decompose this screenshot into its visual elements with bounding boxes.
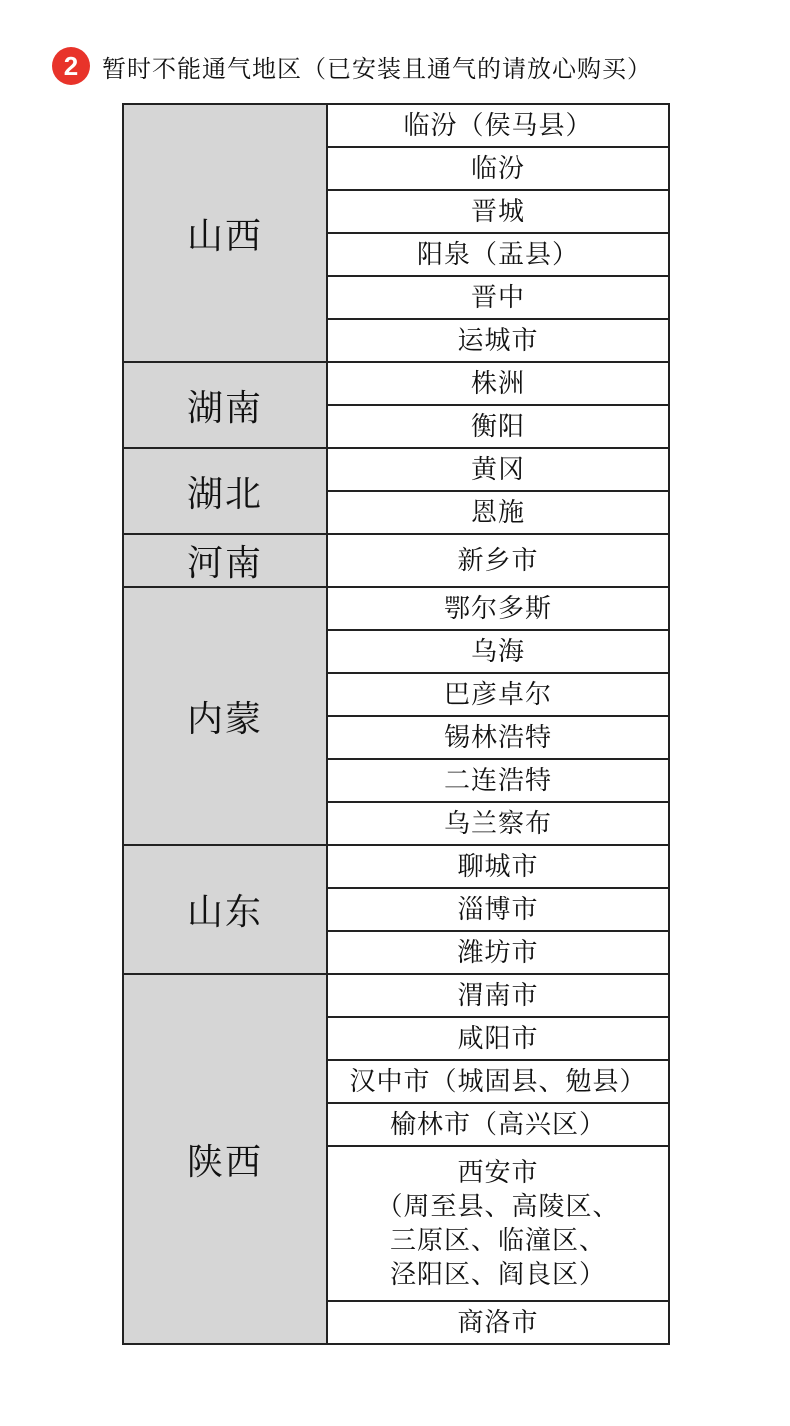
province-cell: 陕西: [123, 974, 327, 1344]
city-cell: 渭南市: [327, 974, 669, 1017]
city-cell: 二连浩特: [327, 759, 669, 802]
city-cell: 潍坊市: [327, 931, 669, 974]
city-cell: 新乡市: [327, 534, 669, 587]
province-cell: 内蒙: [123, 587, 327, 845]
province-cell: 山东: [123, 845, 327, 974]
city-cell: 榆林市（高兴区）: [327, 1103, 669, 1146]
table-row: [123, 104, 669, 147]
city-cell: 咸阳市: [327, 1017, 669, 1060]
city-cell: 淄博市: [327, 888, 669, 931]
province-cell: 河南: [123, 534, 327, 587]
city-cell: 聊城市: [327, 845, 669, 888]
city-cell: 临汾: [327, 147, 669, 190]
table-row: [123, 534, 669, 587]
city-cell: 黄冈: [327, 448, 669, 491]
section-title: 暂时不能通气地区（已安装且通气的请放心购买）: [102, 54, 652, 83]
city-cell: 乌海: [327, 630, 669, 673]
city-cell: 晋城: [327, 190, 669, 233]
table-row: [123, 845, 669, 888]
city-cell: 乌兰察布: [327, 802, 669, 845]
city-cell: 锡林浩特: [327, 716, 669, 759]
table-row: [123, 448, 669, 491]
city-cell: 运城市: [327, 319, 669, 362]
city-cell: 巴彦卓尔: [327, 673, 669, 716]
city-cell: 晋中: [327, 276, 669, 319]
section-header: [52, 46, 652, 86]
city-cell: 恩施: [327, 491, 669, 534]
province-cell: 山西: [123, 104, 327, 362]
table-row: [123, 587, 669, 630]
city-cell: 汉中市（城固县、勉县）: [327, 1060, 669, 1103]
city-cell: 株洲: [327, 362, 669, 405]
city-cell: 临汾（侯马县）: [327, 104, 669, 147]
restricted-regions-table: [122, 103, 670, 1345]
step-number-badge: 2: [52, 47, 90, 85]
table-row: [123, 362, 669, 405]
city-cell: 阳泉（盂县）: [327, 233, 669, 276]
city-cell: 衡阳: [327, 405, 669, 448]
table-row: [123, 974, 669, 1017]
province-cell: 湖北: [123, 448, 327, 534]
city-cell: 鄂尔多斯: [327, 587, 669, 630]
city-cell: 商洛市: [327, 1301, 669, 1344]
city-cell-multiline: 西安市 （周至县、高陵区、 三原区、临潼区、 泾阳区、阎良区）: [327, 1146, 669, 1301]
province-cell: 湖南: [123, 362, 327, 448]
